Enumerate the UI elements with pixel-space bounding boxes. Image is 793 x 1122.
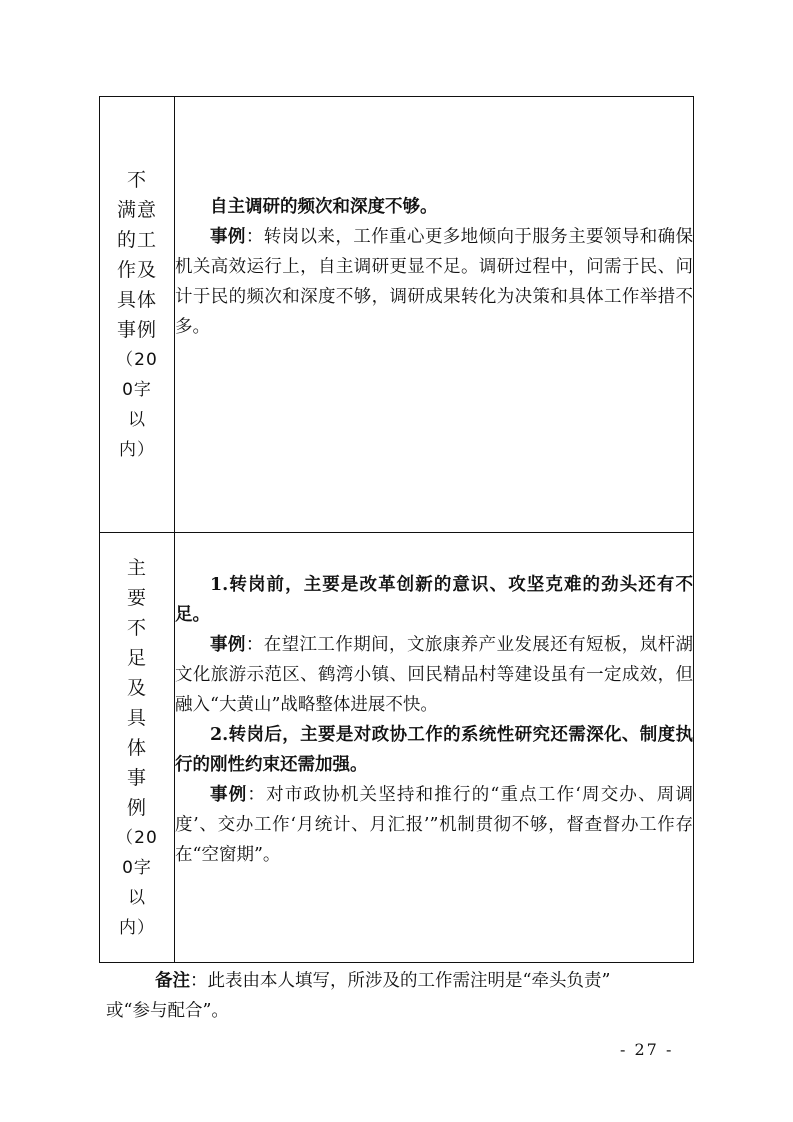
example-label: 事例 xyxy=(210,226,246,247)
example-text: ：转岗以来，工作重心更多地倾向于服务主要领导和确保机关高效运行上，自主调研更显不足。调研过程中，问需于民、问计于民的频次和深度不够，调研成果转化为决策和具体工作举措不多。 xyxy=(175,226,694,337)
table-row xyxy=(100,533,694,963)
example-label: 事例 xyxy=(210,634,246,655)
item1-heading: 1.转岗前，主要是改革创新的意识、攻坚克难的劲头还有不足。 xyxy=(175,574,693,625)
row-content-unsatisfied xyxy=(175,97,694,533)
remark-label: 备注 xyxy=(155,971,190,991)
table-row xyxy=(100,97,694,533)
example-label: 事例 xyxy=(210,784,248,805)
example-text: ：对市政协机关坚持和推行的“重点工作‘周交办、周调度’、交办工作‘月统计、月汇报’”机制贯彻不够，督查督办工作存在“空窗期”。 xyxy=(175,784,693,865)
row-label-shortcomings xyxy=(100,533,175,963)
example-text: ：在望江工作期间，文旅康养产业发展还有短板，岚杆湖文化旅游示范区、鹤湾小镇、回民精品村等建设虽有一定成效，但融入“大黄山”战略整体进展不快。 xyxy=(175,634,694,715)
evaluation-table xyxy=(99,96,694,963)
label-sub: （200字以内） xyxy=(116,349,158,460)
remark-text: ：此表由本人填写，所涉及的工作需注明是“牵头负责” xyxy=(190,971,611,991)
page-number: - 27 - xyxy=(620,1040,674,1059)
remark xyxy=(106,966,690,1026)
label-text: 不 xyxy=(126,168,147,191)
item2-heading: 2.转岗后，主要是对政协工作的系统性研究还需深化、制度执行的刚性约束还需加强。 xyxy=(175,724,693,775)
label-text: 主要不足及具体事例 xyxy=(126,556,147,819)
label-text: 满意的工作及具体事例 xyxy=(116,198,157,341)
content-heading: 自主调研的频次和深度不够。 xyxy=(210,196,438,217)
remark-text-2: 或“参与配合”。 xyxy=(106,1001,229,1021)
label-sub: （200字以内） xyxy=(116,827,158,938)
row-content-shortcomings xyxy=(175,533,694,963)
row-label-unsatisfied xyxy=(100,97,175,533)
